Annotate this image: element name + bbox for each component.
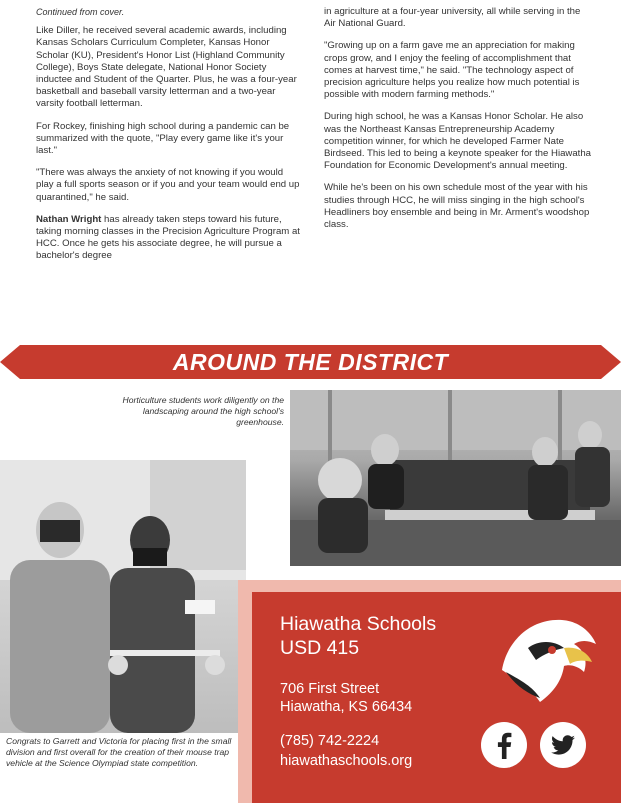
article-paragraph: While he's been on his own schedule most of the year with his studies through HCC, he will miss singing in the high school's Headliners boy ensemble and being in Mr. Arment's woodshop class. xyxy=(324,182,590,231)
website-link[interactable]: hiawathaschools.org xyxy=(280,753,413,769)
article-paragraph: For Rockey, finishing high school during a pandemic can be summarized with the quote, "Play every game like it's your last." xyxy=(36,120,290,157)
article-paragraph: During high school, he was a Kansas Honor Scholar. He also was the Northeast Kansas Entrepreneurship Academy competition winner, for which he developed Farmer Nate Birdseed. This led to being a keynote speaker for the Hiawatha Foundation for Economic Development's annual meeting. xyxy=(324,111,592,172)
article-paragraph: Like Diller, he received several academic awards, including Kansas Scholars Curriculum Completer, Kansas Honor Scholar (KU), President's Honor List (Highland Community College), Boys State delegate, National Honor Society inductee and Student of the Quarter. Plus, he was a four-year basketball and baseball varsity letterman and a two-year varsity football letterman. xyxy=(36,25,297,110)
olympiad-caption: Congrats to Garrett and Victoria for placing first in the small division and first overall for the creation of their mouse trap vehicle at the Science Olympiad state competition. xyxy=(6,736,232,768)
phone-number: (785) 742-2224 xyxy=(280,733,380,749)
student-name: Nathan Wright xyxy=(36,213,102,225)
article-paragraph: in agriculture at a four-year university, all while serving in the Air National Guard. xyxy=(324,6,581,30)
article-paragraph: "Growing up on a farm gave me an appreciation for making crops grow, and I enjoy the feeling of accomplishment that comes at harvest time," he said. "The technology aspect of precision agriculture helps you realize how much potential is possible with modern farming methods." xyxy=(324,40,580,101)
district-number: USD 415 xyxy=(280,637,360,659)
contact-card xyxy=(252,592,621,803)
section-banner xyxy=(0,345,621,379)
continued-note: Continued from cover. xyxy=(36,7,125,17)
article-column-left xyxy=(36,6,300,273)
address-street: 706 First Street xyxy=(280,681,380,697)
greenhouse-caption: Horticulture students work diligently on the landscaping around the high school's greenhouse. xyxy=(122,395,284,427)
twitter-icon[interactable] xyxy=(540,722,586,768)
facebook-icon[interactable] xyxy=(481,722,527,768)
school-name: Hiawatha Schools xyxy=(280,613,437,635)
address-city: Hiawatha, KS 66434 xyxy=(280,699,413,715)
article-paragraph-text: has already taken steps toward his future, taking morning classes in the Precision Agriculture Program at HCC. Once he gets his associate degree, he will pursue a bachelor's degree xyxy=(36,213,300,262)
article-paragraph-wright xyxy=(36,214,300,263)
article-paragraph: "There was always the anxiety of not knowing if you would play a full sports season or if you and your team would end up quarantined," he said. xyxy=(36,167,300,203)
greenhouse-photo xyxy=(290,390,621,566)
science-olympiad-photo xyxy=(0,460,246,733)
hawk-mascot-icon xyxy=(492,610,602,710)
section-title: AROUND THE DISTRICT xyxy=(172,349,449,375)
article-column-right xyxy=(324,6,592,241)
